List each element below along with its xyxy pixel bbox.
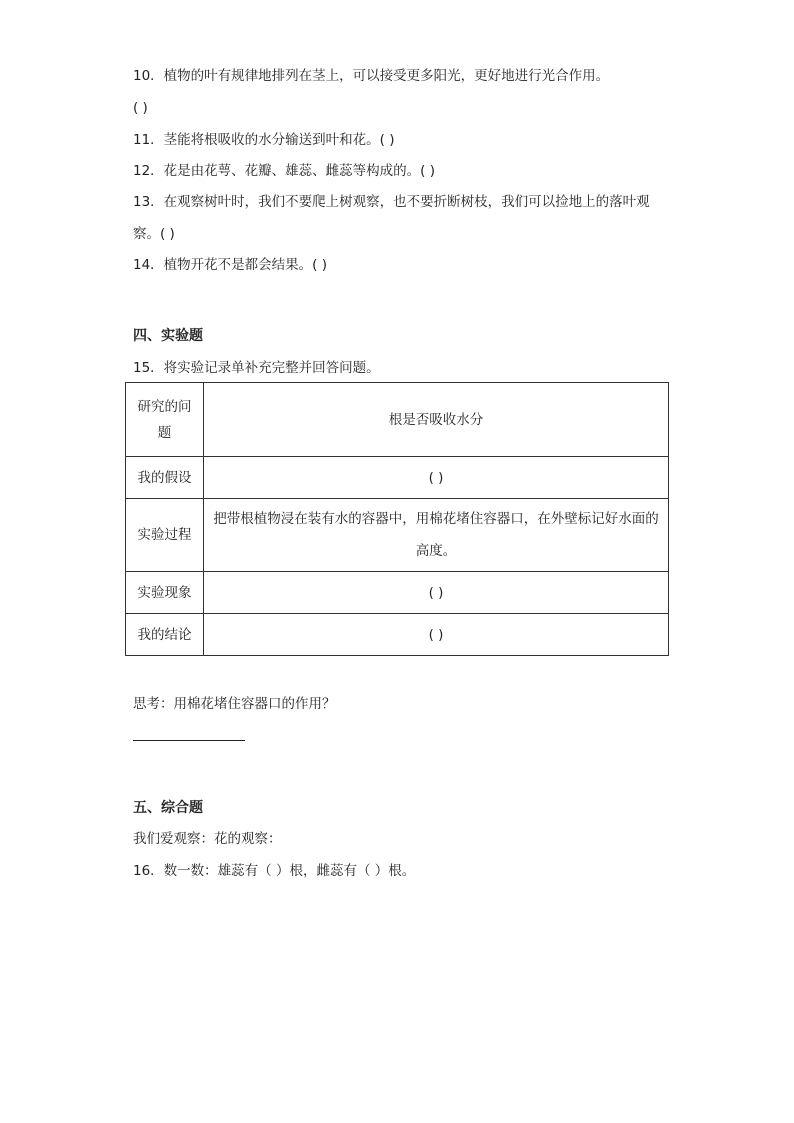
table-row (126, 572, 669, 614)
question-13-line-1: 13．在观察树叶时，我们不要爬上树观察，也不要折断树枝，我们可以捡地上的落叶观 (133, 194, 650, 210)
row-value: 把带根植物浸在装有水的容器中，用棉花堵住容器口，在外壁标记好水面的高度。 (204, 499, 669, 572)
question-12: 12．花是由花萼、花瓣、雄蕊、雌蕊等构成的。( ) (133, 163, 436, 179)
table-row (126, 614, 669, 656)
row-label: 我的结论 (126, 614, 204, 656)
conclusion-answer-blank: ( ) (204, 614, 669, 656)
question-10-line-1: 10．植物的叶有规律地排列在茎上，可以接受更多阳光，更好地进行光合作用。 (133, 68, 610, 84)
row-label: 我的假设 (126, 457, 204, 499)
answer-underline (133, 740, 245, 741)
question-15: 15．将实验记录单补充完整并回答问题。 (133, 360, 380, 376)
question-13-line-2: 察。( ) (133, 226, 175, 242)
section-4-heading: 四、实验题 (133, 328, 203, 344)
section-5-heading: 五、综合题 (133, 800, 203, 816)
row-label: 实验过程 (126, 499, 204, 572)
think-question: 思考：用棉花堵住容器口的作用？ (133, 696, 336, 712)
phenomenon-answer-blank: ( ) (204, 572, 669, 614)
section-5-intro: 我们爱观察：花的观察： (133, 831, 282, 847)
question-14: 14．植物开花不是都会结果。( ) (133, 257, 328, 273)
table-row (126, 383, 669, 457)
question-16: 16．数一数：雄蕊有（ ）根，雌蕊有（ ）根。 (133, 863, 416, 879)
table-row (126, 457, 669, 499)
hypothesis-answer-blank: ( ) (204, 457, 669, 499)
row-label: 研究的问题 (126, 383, 204, 457)
table-row (126, 499, 669, 572)
row-value: 根是否吸收水分 (204, 383, 669, 457)
experiment-record-table (125, 382, 669, 656)
row-label: 实验现象 (126, 572, 204, 614)
question-10-answer-blank: ( ) (133, 100, 148, 116)
question-11: 11．茎能将根吸收的水分输送到叶和花。( ) (133, 132, 395, 148)
